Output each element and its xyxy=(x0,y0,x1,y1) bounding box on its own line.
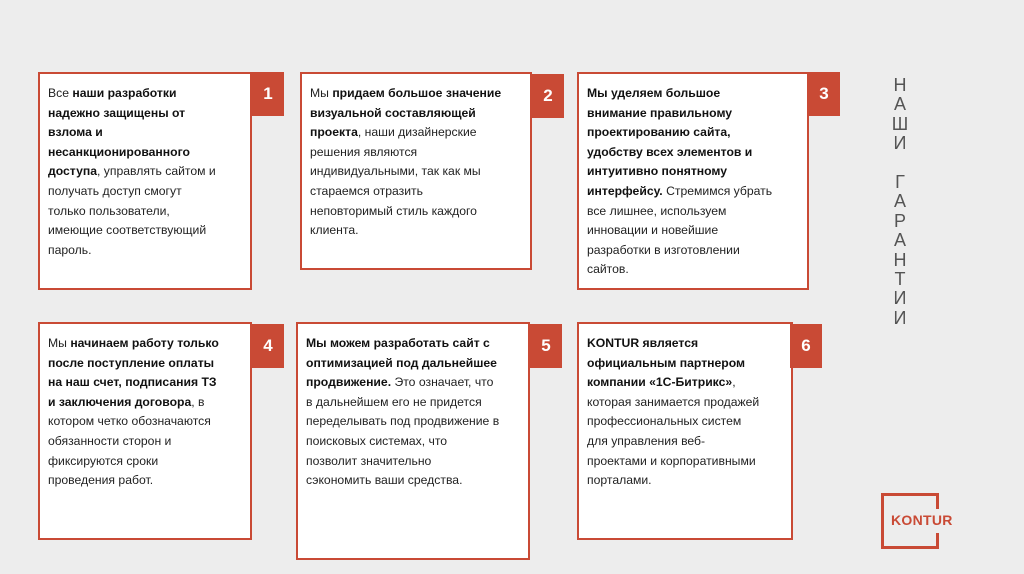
card-text: Все xyxy=(48,86,73,100)
guarantee-card-3-text xyxy=(587,84,779,280)
kontur-logo: KONTUR xyxy=(891,512,953,528)
card-text: Мы xyxy=(310,86,333,100)
side-title xyxy=(886,76,914,328)
side-title-letter: И xyxy=(893,288,907,309)
guarantee-card-2-text xyxy=(310,84,502,241)
side-title-letter: Р xyxy=(893,210,906,231)
card-text: , в котором четко обозначаются обязанности сторон и фиксируются сроки проведения работ. xyxy=(48,394,211,488)
guarantee-card-6 xyxy=(577,322,793,540)
guarantee-card-2 xyxy=(300,72,532,270)
card-text: Мы xyxy=(48,336,71,350)
side-title-letter: А xyxy=(893,191,906,212)
guarantee-card-5-text xyxy=(306,334,500,491)
guarantee-card-1 xyxy=(38,72,252,290)
card-text-bold: Мы можем разработать сайт с оптимизацией под дальнейшее продвижение. xyxy=(306,336,497,390)
card-text: Стремимся убрать все лишнее, используем инновации и новейшие разработки в изготовлении сайтов. xyxy=(587,183,773,277)
side-title-letter: А xyxy=(893,230,906,251)
card-text-bold: Мы уделяем большое внимание правильному проектированию сайта, удобству всех элементов и интуитивно понятному интерфейсу. xyxy=(587,86,753,198)
side-title-letter: А xyxy=(893,94,906,115)
guarantee-number-6: 6 xyxy=(790,324,822,368)
card-text: , управлять сайтом и получать доступ смогут только пользователи, имеющие соответствующий пароль. xyxy=(48,164,216,257)
side-title-letter: И xyxy=(893,307,907,328)
side-title-spacer xyxy=(886,154,914,173)
guarantee-number-4: 4 xyxy=(252,324,284,368)
guarantee-number-2: 2 xyxy=(532,74,564,118)
guarantee-number-5: 5 xyxy=(530,324,562,368)
guarantee-card-6-text xyxy=(587,334,763,491)
side-title-letter: Н xyxy=(893,75,907,95)
side-title-letter: И xyxy=(893,133,907,154)
guarantee-card-3 xyxy=(577,72,809,290)
side-title-letter: Н xyxy=(893,249,907,270)
guarantee-card-5 xyxy=(296,322,530,560)
card-text: Это означает, что в дальнейшем его не придется переделывать под продвижение в поисковых системах, что позволит значительно сэкономить ваши средства. xyxy=(306,375,500,488)
card-text-bold: придаем большое значение визуальной составляющей проекта xyxy=(310,86,502,140)
guarantee-card-4-text xyxy=(48,334,222,491)
card-text: , наши дизайнерские решения являются индивидуальными, так как мы стараемся отразить неповторимый стиль каждого клиента. xyxy=(310,125,481,238)
card-text-bold: KONTUR является официальным партнером компании «1С-Битрикс» xyxy=(587,336,746,390)
side-title-letter: Ш xyxy=(891,113,909,134)
side-title-letter: Г xyxy=(895,171,905,192)
kontur-logo-frame-edge xyxy=(936,493,939,509)
card-text-bold: начинаем работу только после поступление оплаты на наш счет, подписания ТЗ и заключения договора xyxy=(48,336,219,409)
side-title-letter: Т xyxy=(894,268,906,289)
guarantee-number-1: 1 xyxy=(252,72,284,116)
guarantee-card-1-text xyxy=(48,84,222,260)
card-text-bold: наши разработки надежно защищены от взлома и несанкционированного доступа xyxy=(48,86,190,179)
card-text: , которая занимается продажей профессиональных систем для управления веб-проектами и корпоративными порталами. xyxy=(587,375,760,488)
guarantee-number-3: 3 xyxy=(808,72,840,116)
guarantee-card-4 xyxy=(38,322,252,540)
kontur-logo-frame-edge xyxy=(936,533,939,549)
